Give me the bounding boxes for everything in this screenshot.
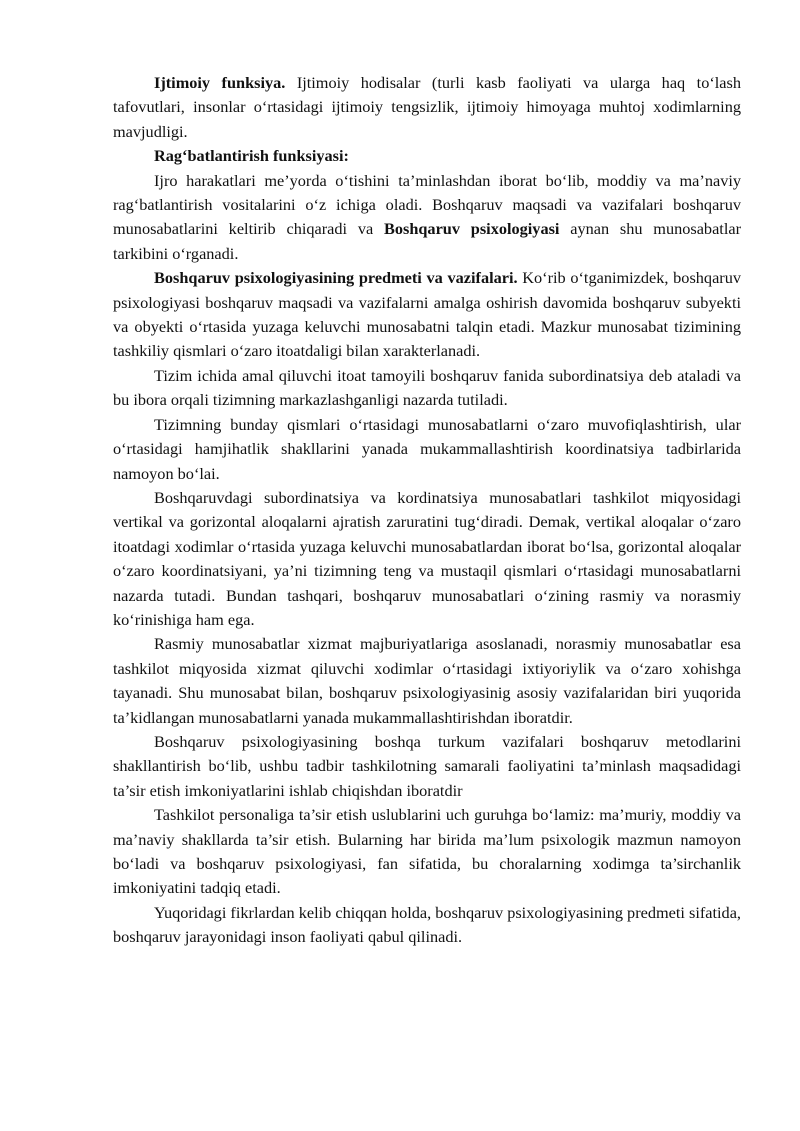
social-function-heading: Ijtimoiy funksiya.	[154, 73, 286, 92]
paragraph-text-tail: aynan shu munosabatlar tarkibini oʻrganadi.	[113, 219, 741, 263]
paragraph-subject-and-tasks	[113, 266, 741, 364]
paragraph-formal-informal	[113, 632, 741, 730]
paragraph-influence-styles	[113, 803, 741, 901]
paragraph-text: Tizim ichida amal qiluvchi itoat tamoyili boshqaruv fanida subordinatsiya deb ataladi va bu ibora orqali tizimning markazlashganligi nazarda tutiladi.	[113, 365, 741, 410]
document-page	[113, 71, 741, 950]
paragraph-vertical-horizontal	[113, 486, 741, 632]
paragraph-conclusion	[113, 901, 741, 950]
paragraph-subordination	[113, 364, 741, 413]
paragraph-text: Ijro harakatlari me’yorda oʻtishini ta’minlashdan iborat boʻlib, moddiy va ma’naviy ragʻbatlantirish vositalarini oʻz ichiga oladi. Boshqaruv maqsadi va vazifalari boshqaruv munosabatlarini keltirib chiqaradi va	[113, 170, 741, 239]
paragraph-incentive-heading	[113, 144, 741, 168]
paragraph-text: Tashkilot personaliga ta’sir etish uslublarini uch guruhga boʻlamiz: ma’muriy, moddiy va ma’naviy shakllarda ta’sir etish. Bularning har birida ma’lum psixologik mazmun namoyon boʻladi va boshqaruv psixologiyasi, fan sifatida, bu choralarning xodimga ta’sirchanlik imkoniyatini tadqiq etadi.	[113, 805, 741, 898]
paragraph-text: Koʻrib oʻtganimizdek, boshqaruv psixologiyasi boshqaruv maqsadi va vazifalarni amalga oshirish davomida boshqaruv subyekti va obyekti oʻrtasida yuzaga keluvchi munosabatni talqin etadi. Mazkur munosabat tizimining tashkiliy qismlari oʻzaro itoatdaligi bilan xarakterlanadi.	[113, 268, 741, 361]
subject-and-tasks-heading: Boshqaruv psixologiyasining predmeti va vazifalari.	[154, 268, 518, 288]
paragraph-text: Yuqoridagi fikrlardan kelib chiqqan holda, boshqaruv psixologiyasining predmeti sifatida, boshqaruv jarayonidagi inson faoliyati qabul qilinadi.	[113, 902, 741, 947]
paragraph-text: Ijtimoiy hodisalar (turli kasb faoliyati va ularga haq toʻlash tafovutlari, insonlar oʻrtasidagi ijtimoiy tengsizlik, ijtimoiy himoyaga muhtoj xodimlarning mavjudligi.	[113, 73, 741, 141]
paragraph-text: Tizimning bunday qismlari oʻrtasidagi munosabatlarni oʻzaro muvofiqlashtirish, ular oʻrtasidagi hamjihatlik shakllarini yanada mukammallashtirish koordinatsiya tadbirlarida namoyon boʻlai.	[113, 414, 741, 483]
paragraph-text: Boshqaruv psixologiyasining boshqa turkum vazifalari boshqaruv metodlarini shakllantirish boʻlib, ushbu tadbir tashkilotning samarali faoliyatini ta’minlash maqsadidagi ta’sir etish imkoniyatlarini ishlab chiqishdan iboratdir	[113, 731, 741, 800]
paragraph-management-methods	[113, 730, 741, 803]
incentive-function-heading: Ragʻbatlantirish funksiyasi:	[154, 146, 349, 166]
paragraph-social-function	[113, 71, 741, 144]
management-psychology-term: Boshqaruv psixologiyasi	[383, 219, 560, 239]
paragraph-coordination	[113, 413, 741, 486]
paragraph-text: Boshqaruvdagi subordinatsiya va kordinatsiya munosabatlari tashkilot miqyosidagi vertikal va gorizontal aloqalarni ajratish zaruratini tugʻdiradi. Demak, vertikal aloqalar oʻzaro itoatdagi xodimlar oʻrtasida yuzaga keluvchi munosabatlardan iborat boʻlsa, gorizontal aloqalar oʻzaro koordinatsiyani, ya’ni tizimning teng va mustaqil qismlari oʻrtasidagi munosabatlarni nazarda tutadi. Bundan tashqari, boshqaruv munosabatlari oʻzining rasmiy va norasmiy koʻrinishiga ham ega.	[113, 487, 741, 629]
paragraph-incentive-body	[113, 169, 741, 267]
paragraph-text: Rasmiy munosabatlar xizmat majburiyatlariga asoslanadi, norasmiy munosabatlar esa tashkilot miqyosida xizmat qiluvchi xodimlar oʻrtasidagi ixtiyoriylik va oʻzaro xohishga tayanadi. Shu munosabat bilan, boshqaruv psixologiyasinig asosiy vazifalaridan biri yuqorida ta’kidlangan munosabatlarni yanada mukammallashtirishdan iboratdir.	[113, 634, 741, 727]
